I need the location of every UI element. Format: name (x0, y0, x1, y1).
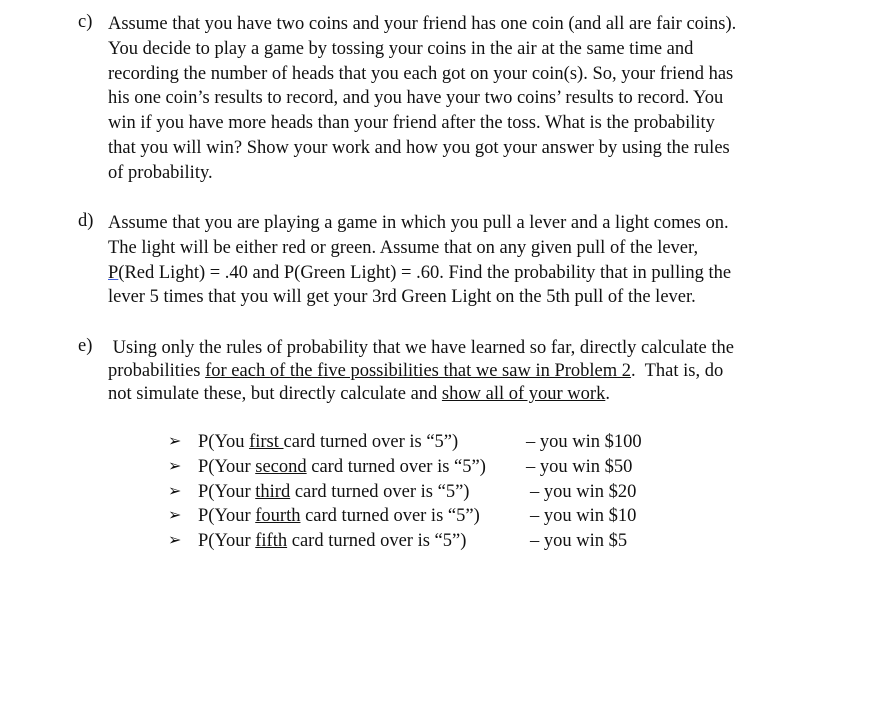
bullet-win: – you win $100 (526, 432, 642, 452)
bullet-post: card turned over is “5”) (290, 482, 470, 502)
problem-c-line-3: recording the number of heads that you each got on your coin(s). So, your friend has (108, 64, 734, 84)
problem-c-line-5: win if you have more heads than your friend after the toss. What is the probability (108, 113, 715, 133)
problem-d-line-1: Assume that you are playing a game in which you pull a lever and a light comes on. (108, 213, 729, 233)
red-light-p-link: P (108, 263, 119, 283)
problem-e-line-1: Using only the rules of probability that we have learned so far, directly calculate the (108, 338, 734, 358)
bullet-pre: P(Your (198, 482, 256, 502)
problem-c-line-4: his one coin’s results to record, and you have your two coins’ results to record. You (108, 88, 724, 108)
problem-e-underlined-show-work: show all of your work (441, 384, 606, 404)
arrow-bullet-icon: ➢ (168, 433, 182, 450)
problem-e-line-2a: probabilities (108, 361, 206, 381)
bullet-text (198, 480, 469, 504)
bullet-pre: P(Your (198, 506, 256, 526)
problem-d-line-3 (108, 261, 731, 285)
bullet-win: – you win $50 (526, 457, 633, 477)
bullet-ordinal: third (255, 482, 291, 502)
arrow-bullet-icon: ➢ (168, 483, 182, 500)
bullet-ordinal: first (249, 432, 284, 452)
problem-c-line-1: Assume that you have two coins and your friend has one coin (and all are fair coins). (108, 14, 737, 34)
bullet-pre: P(You (198, 432, 250, 452)
bullet-win: – you win $10 (530, 506, 637, 526)
problem-e-marker: e) (78, 336, 93, 356)
bullet-win: – you win $20 (530, 482, 637, 502)
problem-e-line-3 (108, 382, 610, 406)
bullet-pre: P(Your (198, 457, 256, 477)
problem-e-line-3a: not simulate these, but directly calculate and (108, 384, 442, 404)
bullet-pre: P(Your (198, 531, 256, 551)
problem-d-line-2: The light will be either red or green. Assume that on any given pull of the lever, (108, 238, 699, 258)
bullet-post: card turned over is “5”) (300, 506, 480, 526)
bullet-post: card turned over is “5”) (283, 432, 459, 452)
problem-c-marker: c) (78, 12, 93, 32)
problem-c-line-2: You decide to play a game by tossing your coins in the air at the same time and (108, 39, 694, 59)
problem-c-line-6: that you will win? Show your work and how you got your answer by using the rules (108, 138, 730, 158)
problem-d-line-4: lever 5 times that you will get your 3rd Green Light on the 5th pull of the lever. (108, 287, 696, 307)
arrow-bullet-icon: ➢ (168, 458, 182, 475)
problem-e-line-2 (108, 359, 723, 383)
bullet-post: card turned over is “5”) (287, 531, 467, 551)
bullet-ordinal: fourth (255, 506, 301, 526)
problem-e-underlined-possibilities: for each of the five possibilities that we saw in Problem 2 (205, 361, 632, 381)
arrow-bullet-icon: ➢ (168, 507, 182, 524)
bullet-text (198, 430, 458, 454)
problem-d-line-3-text: (Red Light) = .40 and P(Green Light) = .60. Find the probability that in pulling the (118, 263, 732, 283)
problem-d-marker: d) (78, 211, 94, 231)
arrow-bullet-icon: ➢ (168, 532, 182, 549)
bullet-text (198, 529, 466, 553)
problem-c-line-7: of probability. (108, 163, 213, 183)
bullet-ordinal: fifth (255, 531, 288, 551)
problem-e-line-3b: . (605, 384, 610, 404)
bullet-text (198, 504, 480, 528)
problem-e-line-2b: . That is, do (631, 361, 724, 381)
bullet-text (198, 455, 486, 479)
bullet-ordinal: second (255, 457, 307, 477)
bullet-post: card turned over is “5”) (306, 457, 486, 477)
bullet-win: – you win $5 (530, 531, 628, 551)
